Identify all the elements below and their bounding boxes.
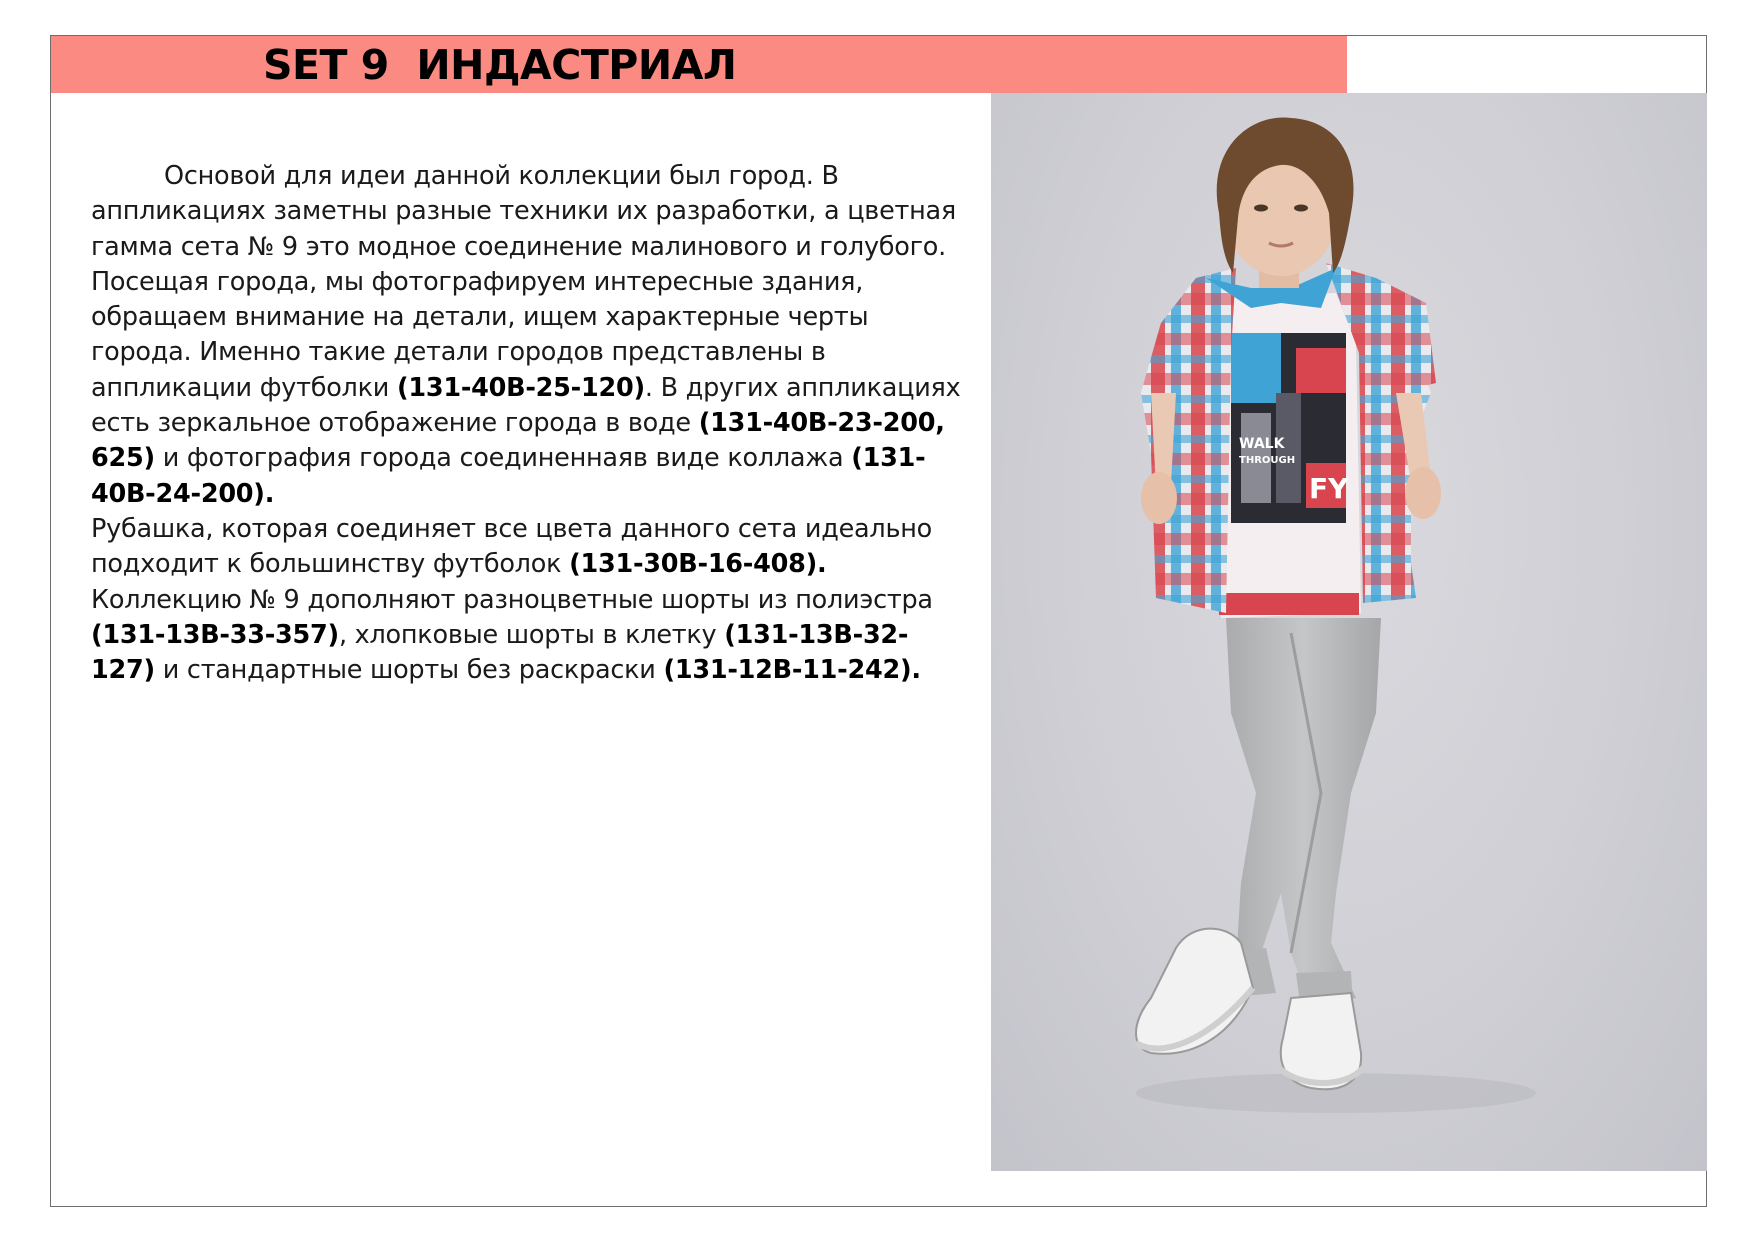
svg-text:FY: FY	[1309, 472, 1349, 505]
article-code: (131-12B-11-242).	[663, 655, 921, 686]
paragraph-shorts: Коллекцию № 9 дополняют разноцветные шорты из полиэстра (131-13B-33-357), хлопковые шорты в клетку (131-13B-32-127) и стандартные шорты без раскраски (131-12B-11-242).	[91, 584, 933, 686]
tshirt-print	[1231, 333, 1349, 523]
paragraph-intro: Основой для идеи данной коллекции был город. В аппликациях заметны разные техники их разработки, а цветная гамма сета № 9 это модное соединение малинового и голубого.	[91, 161, 957, 262]
paragraph-shirt: Рубашка, которая соединяет все цвета данного сета идеально подходит к большинству футболок (131-30B-16-408).	[91, 513, 933, 580]
article-code: (131-30B-16-408).	[569, 549, 827, 580]
paragraph-cities: Посещая города, мы фотографируем интересные здания, обращаем внимание на детали, ищем характерные черты города. Именно такие детали городов представлены в аппликации футболки (131-40B-25-120). В других аппликациях есть зеркальное отображение города в воде (131-40B-23-200, 625) и фотография города соединеннаяв виде коллажа (131-40B-24-200).	[91, 266, 961, 509]
model-photo	[991, 93, 1707, 1171]
left-hand	[1141, 472, 1177, 524]
svg-text:WALK: WALK	[1239, 436, 1285, 452]
page-frame	[50, 35, 1707, 1207]
svg-text:THROUGH: THROUGH	[1239, 455, 1296, 466]
description-text	[91, 159, 961, 688]
article-code: (131-13B-33-357)	[91, 619, 339, 650]
right-hand	[1405, 467, 1441, 519]
article-code: (131-40B-25-120)	[396, 372, 645, 403]
title-bar	[51, 36, 1347, 93]
model-illustration	[991, 93, 1707, 1171]
article-code: (131-40B-23-200, 625)	[91, 408, 945, 474]
page-title: SET 9 ИНДАСТРИАЛ	[263, 41, 737, 89]
article-code: (131-13B-32-127)	[91, 619, 909, 686]
article-code: (131-40B-24-200).	[91, 443, 926, 509]
